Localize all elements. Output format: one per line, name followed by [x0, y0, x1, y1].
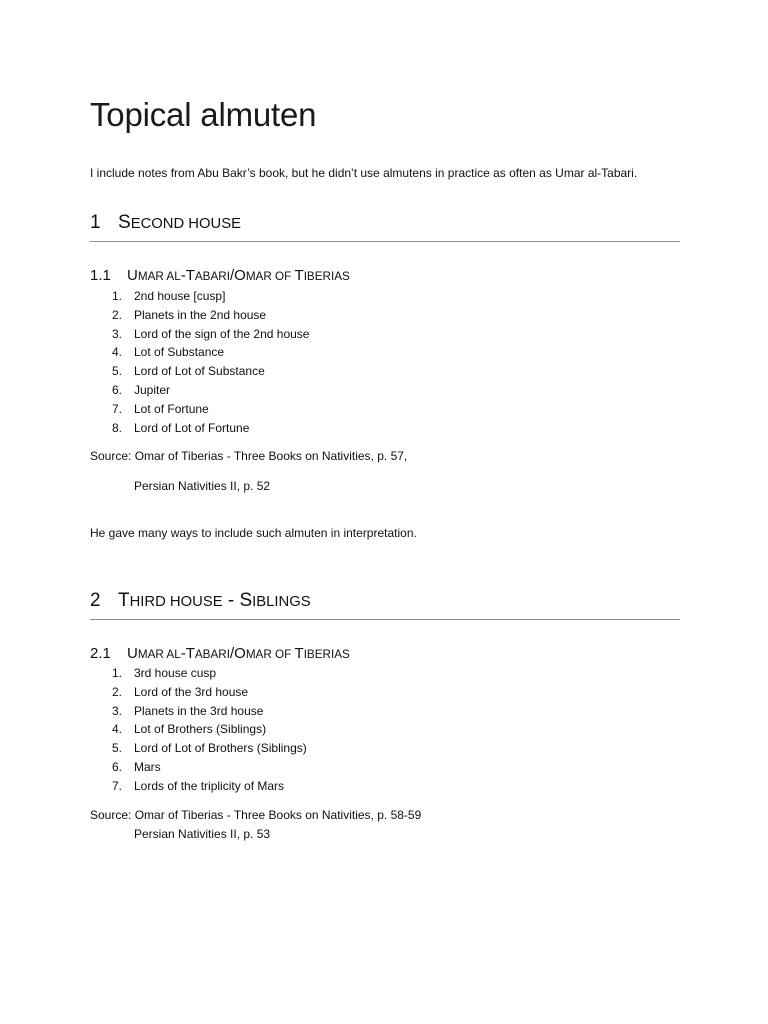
list-item-number: 2.	[112, 307, 123, 322]
list-item-number: 4.	[112, 722, 123, 737]
list-item	[90, 758, 307, 777]
subsection-title	[127, 645, 350, 662]
list-item	[90, 362, 309, 381]
interpretation-note: He gave many ways to include such almuten in interpretation.	[90, 526, 417, 540]
list-item	[90, 306, 309, 325]
heading-segment: ECOND HOUSE	[130, 216, 241, 232]
list-item-text: Lot of Substance	[134, 345, 225, 360]
heading-segment: HIRD HOUSE	[129, 594, 223, 610]
heading-segment: MAR OF	[245, 270, 295, 283]
heading-segment: T	[294, 267, 304, 284]
heading-segment: U	[127, 267, 138, 284]
source-line: Source: Omar of Tiberias - Three Books on Nativities, p. 57,	[90, 449, 408, 463]
heading-segment: /O	[229, 267, 246, 284]
list-item-text: Lords of the triplicity of Mars	[134, 778, 285, 793]
heading-segment: MAR AL	[137, 270, 181, 283]
heading-segment: T	[294, 645, 304, 662]
heading-segment: /O	[229, 645, 246, 662]
list-item-text: Lot of Brothers (Siblings)	[134, 722, 267, 737]
list-item-number: 5.	[112, 364, 123, 379]
list-item-number: 1.	[112, 289, 123, 303]
heading-segment: S	[118, 212, 131, 233]
list-item-number: 7.	[112, 401, 123, 416]
heading-segment: -T	[180, 267, 195, 284]
list-item-text: Lot of Fortune	[134, 401, 209, 416]
heading-segment: T	[118, 590, 130, 611]
list-item-number: 3.	[112, 326, 123, 341]
list-item	[90, 400, 309, 419]
heading-segment: MAR OF	[245, 648, 295, 661]
list-item	[90, 777, 307, 796]
list-item-text: Lord of Lot of Brothers (Siblings)	[134, 741, 307, 756]
section-title	[118, 590, 311, 611]
heading-segment: IBLINGS	[252, 594, 311, 610]
list-item	[90, 683, 307, 702]
almuten-list-third-house	[90, 664, 307, 796]
section-title	[118, 212, 241, 233]
heading-segment: ABARI	[194, 270, 230, 283]
list-item-number: 8.	[112, 420, 123, 435]
list-item	[90, 720, 307, 739]
section-heading-second-house	[90, 210, 680, 242]
list-item	[90, 343, 309, 362]
heading-segment: - S	[222, 590, 253, 611]
list-item	[90, 739, 307, 758]
heading-segment: IBERIAS	[303, 648, 350, 661]
subsection-title	[127, 267, 350, 284]
subsection-heading-umar-al-tabari	[90, 266, 350, 287]
almuten-list-second-house	[90, 287, 309, 437]
list-item-text: Planets in the 2nd house	[134, 307, 267, 322]
list-item-number: 1.	[112, 666, 123, 680]
list-item-text: Lord of the sign of the 2nd house	[134, 326, 310, 341]
heading-segment: U	[127, 645, 138, 662]
source-line-continued: Persian Nativities II, p. 53	[134, 827, 271, 841]
subsection-heading-umar-al-tabari	[90, 644, 350, 665]
section-number: 1	[90, 212, 101, 233]
list-item	[90, 702, 307, 721]
section-heading-third-house	[90, 588, 680, 620]
list-item	[90, 287, 309, 306]
list-item	[90, 419, 309, 438]
list-item-number: 2.	[112, 684, 123, 699]
intro-paragraph: I include notes from Abu Bakr’s book, but he didn’t use almutens in practice as often as Umar al-Tabari.	[90, 166, 638, 180]
list-item	[90, 325, 309, 344]
list-item-text: Mars	[134, 759, 161, 774]
list-item-number: 3.	[112, 703, 123, 718]
subsection-number: 2.1	[90, 645, 111, 662]
list-item-number: 5.	[112, 741, 123, 756]
section-number: 2	[90, 590, 101, 611]
list-item-number: 4.	[112, 345, 123, 360]
subsection-number: 1.1	[90, 267, 111, 284]
list-item-number: 7.	[112, 778, 123, 793]
source-line-continued: Persian Nativities II, p. 52	[134, 479, 271, 493]
source-line: Source: Omar of Tiberias - Three Books on Nativities, p. 58-59	[90, 808, 422, 822]
list-item-text: Lord of Lot of Fortune	[134, 420, 250, 435]
list-item-number: 6.	[112, 759, 123, 774]
list-item-text: Jupiter	[134, 382, 171, 397]
list-item-text: Lord of Lot of Substance	[134, 364, 265, 379]
heading-segment: MAR AL	[137, 648, 181, 661]
page-title: Topical almuten	[90, 96, 317, 133]
list-item-text: Lord of the 3rd house	[134, 684, 249, 699]
list-item-text: Planets in the 3rd house	[134, 703, 264, 718]
list-item	[90, 664, 307, 683]
list-item-number: 6.	[112, 382, 123, 397]
heading-segment: -T	[180, 645, 195, 662]
list-item-text: 3rd house cusp	[134, 666, 217, 680]
heading-segment: ABARI	[194, 648, 230, 661]
list-item-text: 2nd house [cusp]	[134, 289, 226, 303]
list-item	[90, 381, 309, 400]
heading-segment: IBERIAS	[303, 270, 350, 283]
